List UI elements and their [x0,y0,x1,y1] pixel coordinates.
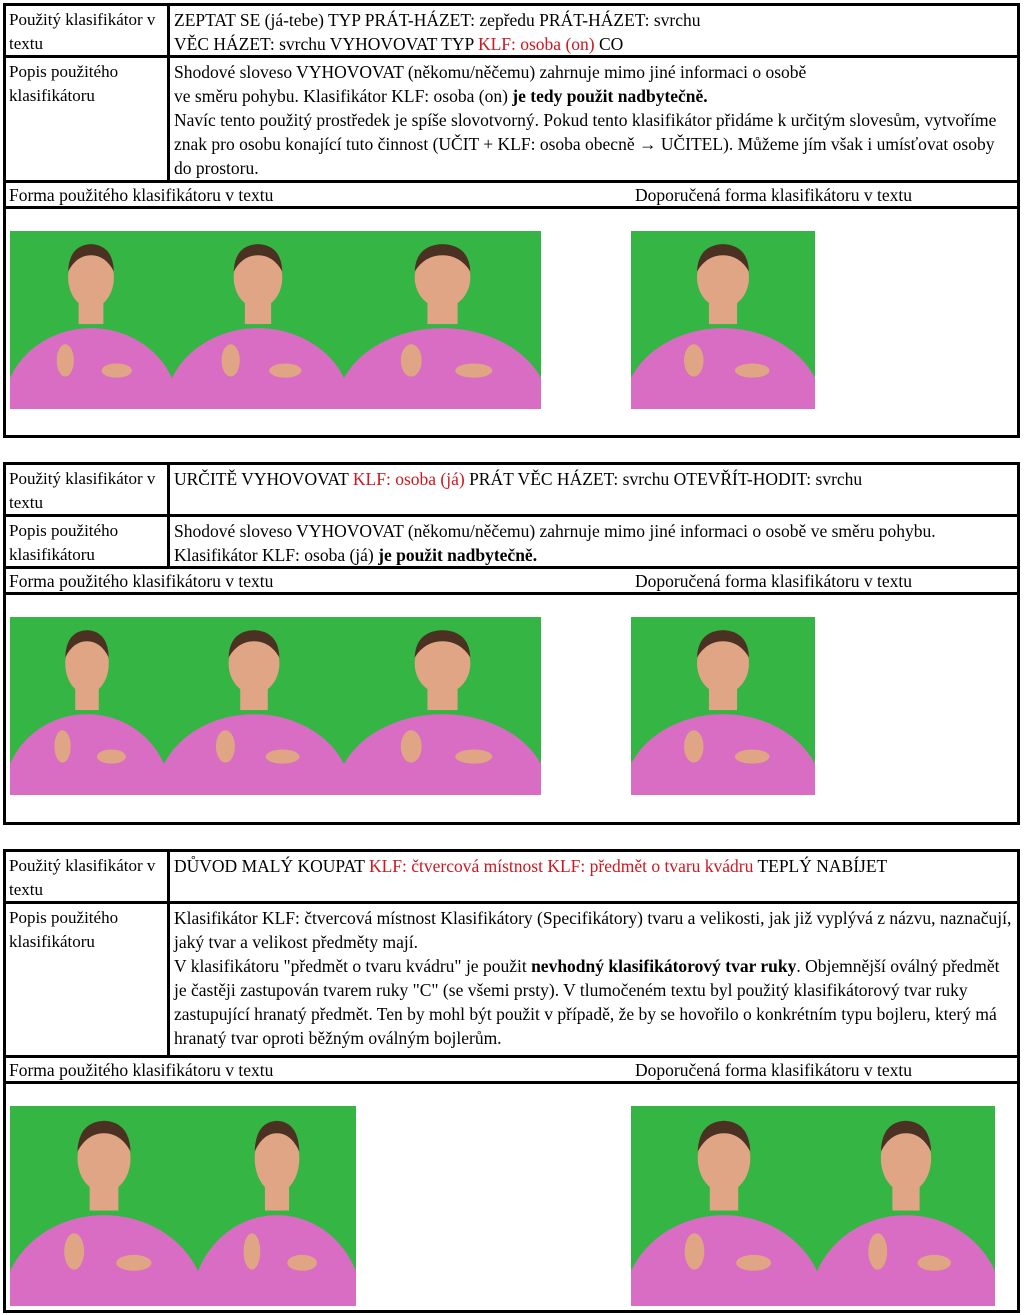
red-classifier: KLF: čtvercová místnost KLF: předmět o tvaru kvádru [368,856,754,876]
used-label: Použitý klasifikátor v textu [6,6,170,55]
desc-bold: nevhodný klasifikátorový tvar ruky [531,956,797,976]
desc-line: Shodové sloveso VYHOVOVAT (někomu/něčemu) zahrnuje mimo jiné informaci o osobě [174,62,807,82]
used-text: URČITĚ VYHOVOVAT [174,469,353,489]
desc-paragraph: Klasifikátor KLF: čtvercová místnost Klasifikátory (Specifikátory) tvaru a velikosti, jak již vyplývá z názvu, naznačují, jaký tvar a velikost předměty mají. [174,908,1012,952]
used-label: Použitý klasifikátor v textu [6,852,170,901]
desc-row [6,904,1017,1058]
desc-text: . Objemnější oválný předmět je častěji zastupován tvarem ruky "C" (se všemi prsty). V tlumočeném textu byl použitý klasifikátorový tvar ruky zastupující hranatý předmět. Ten by mohl být použit v případě, že by se hovořilo o konkrétním typu bojleru, který má hranatý tvar oproti běžným oválným bojlerům. [174,956,1000,1048]
section-1 [3,3,1020,438]
signer-photo [10,1106,198,1306]
desc-value [170,904,1017,1055]
signer-photo [164,617,344,795]
form-row [6,569,1017,595]
signer-photo [344,617,541,795]
used-label: Použitý klasifikátor v textu [6,465,170,514]
form-recommended-label: Doporučená forma klasifikátoru v textu [635,1060,912,1080]
desc-label: Popis použitého klasifikátoru [6,904,170,1055]
signer-photo [631,231,815,409]
red-classifier: KLF: osoba (já) [352,469,465,489]
desc-paragraph: Navíc tento použitý prostředek je spíše slovotvorný. Pokud tento klasifikátor přidáme k určitým slovesům, vytvoříme znak pro osobu konající tuto činnost (UČIT + KLF: osoba obecně → UČITEL). Můžeme jím však i umísťovat osoby do prostoru. [174,110,997,178]
section-3 [3,849,1020,1313]
signer-photo [10,231,172,409]
desc-bold: je tedy použit nadbytečně. [512,86,708,106]
desc-text: Shodové sloveso VYHOVOVAT (někomu/něčemu) zahrnuje mimo jiné informaci o osobě ve směru pohybu. Klasifikátor KLF: osoba (já) [174,521,936,565]
form-recommended-label: Doporučená forma klasifikátoru v textu [635,185,912,205]
desc-label: Popis použitého klasifikátoru [6,58,170,180]
signer-photo [172,231,344,409]
used-text-end: TEPLÝ NABÍJET [753,856,888,876]
desc-value [170,58,1017,180]
used-row [6,465,1017,517]
used-value [170,6,1017,55]
desc-bold: je použit nadbytečně. [378,545,538,565]
desc-line: ve směru pohybu. Klasifikátor KLF: osoba (on) [174,86,513,106]
form-used-label: Forma použitého klasifikátoru v textu [9,571,274,591]
form-row [6,1058,1017,1084]
desc-row [6,517,1017,569]
used-line-2: VĚC HÁZET: svrchu VYHOVOVAT TYP [174,34,478,54]
signer-photo [10,617,164,795]
signer-photo [631,617,815,795]
used-text-end: PRÁT VĚC HÁZET: svrchu OTEVŘÍT-HODIT: svrchu [464,469,863,489]
desc-row [6,58,1017,183]
section-2 [3,462,1020,825]
desc-value [170,517,1017,566]
form-row [6,183,1017,209]
used-value [170,852,1017,901]
signer-photo [817,1106,995,1306]
desc-text: V klasifikátoru "předmět o tvaru kvádru" je použit [174,956,532,976]
form-recommended-label: Doporučená forma klasifikátoru v textu [635,571,912,591]
used-line-2-end: CO [594,34,624,54]
red-classifier: KLF: osoba (on) [477,34,595,54]
used-text: DŮVOD MALÝ KOUPAT [174,856,369,876]
used-row [6,852,1017,904]
used-value [170,465,1017,514]
form-used-label: Forma použitého klasifikátoru v textu [9,1060,274,1080]
used-row [6,6,1017,58]
signer-photo [344,231,541,409]
form-used-label: Forma použitého klasifikátoru v textu [9,185,274,205]
used-line-1: ZEPTAT SE (já-tebe) TYP PRÁT-HÁZET: zepředu PRÁT-HÁZET: svrchu [174,10,701,30]
desc-label: Popis použitého klasifikátoru [6,517,170,566]
signer-photo [631,1106,817,1306]
signer-photo [198,1106,356,1306]
